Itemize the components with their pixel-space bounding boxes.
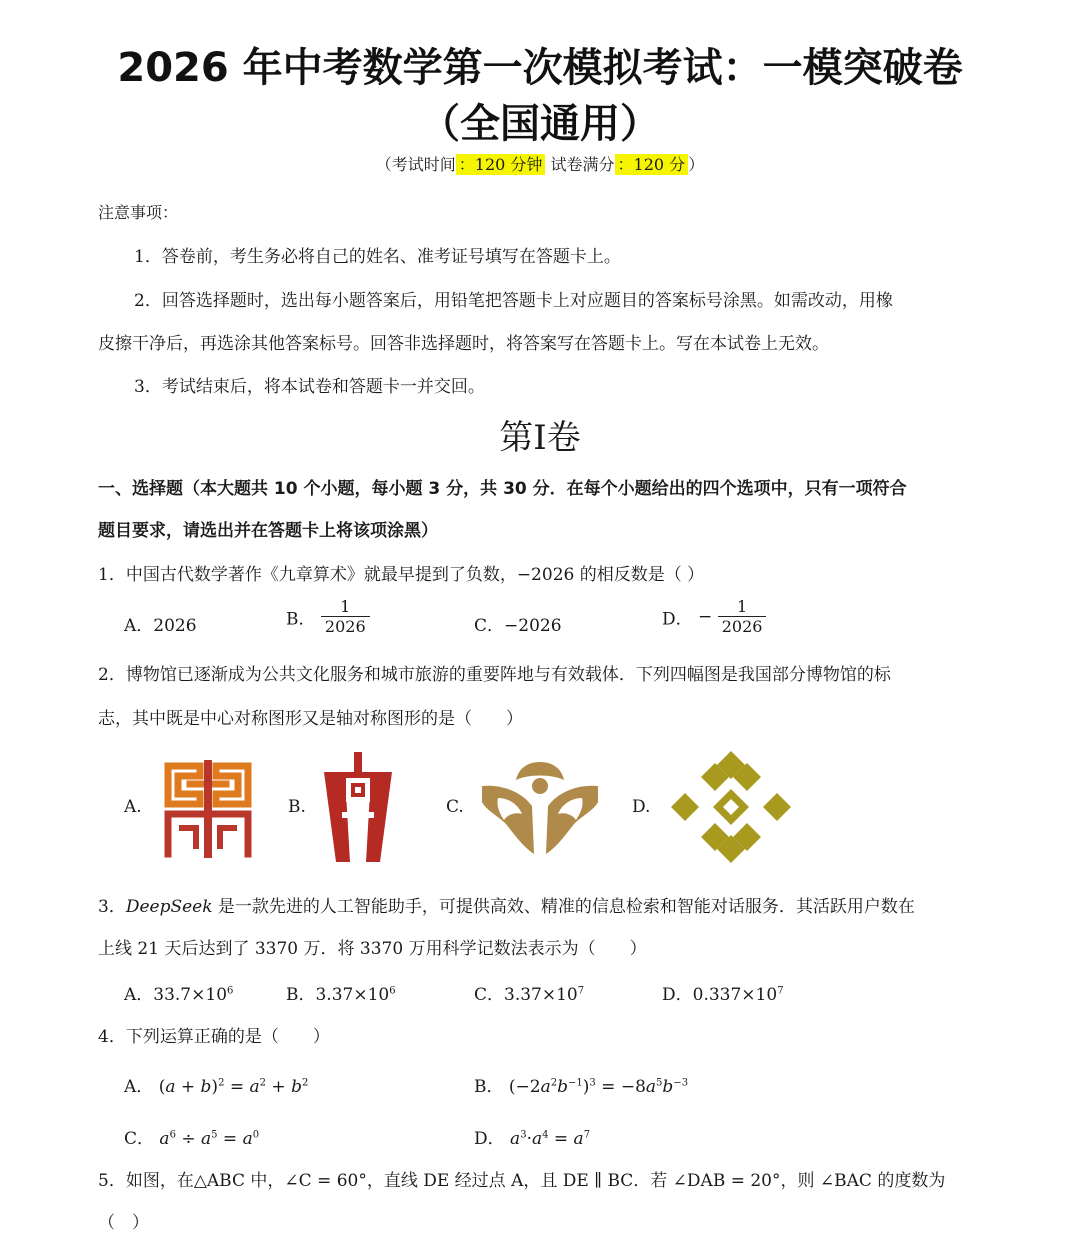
info-prefix: （考试时间 xyxy=(375,155,456,174)
q3-option-b xyxy=(286,980,396,1005)
q4-c-expression: $a^6 \div a^5 = a^0$ xyxy=(159,1129,260,1149)
q4-stem: 4．下列运算正确的是（ ） xyxy=(98,1027,330,1047)
q4-option-b xyxy=(474,1072,688,1097)
q3-option-d xyxy=(662,980,784,1005)
q3-b-text: B．3.37×10 xyxy=(286,985,390,1005)
q3-c-exp: 7 xyxy=(577,985,585,997)
q1-option-a: A．2026 xyxy=(124,616,197,636)
exam-title-line1: 2026 年中考数学第一次模拟考试：一模突破卷 xyxy=(117,45,963,91)
q3-stem-line1 xyxy=(98,892,915,917)
q2-stem-line1: 2．博物馆已逐渐成为公共文化服务和城市旅游的重要阵地与有效载体．下列四幅图是我国部分博物馆的标 xyxy=(98,665,891,685)
q1-d-numerator: 1 xyxy=(736,597,748,616)
section-heading-line2: 题目要求，请选出并在答题卡上将该项涂黑） xyxy=(98,521,438,541)
q4-d-label: D． xyxy=(474,1129,505,1149)
q1-b-numerator: 1 xyxy=(340,597,351,616)
q1-option-b xyxy=(286,598,370,636)
note-item-2-line2: 皮擦干净后，再选涂其他答案标号。回答非选择题时，将答案写在答题卡上。写在本试卷上无效。 xyxy=(98,334,829,354)
note-item-2-line1: 2．回答选择题时，选出每小题答案后，用铅笔把答题卡上对应题目的答案标号涂黑。如需改动，用橡 xyxy=(134,291,893,311)
q3-b-exp: 6 xyxy=(389,985,396,997)
q2-option-d-label: D. xyxy=(632,797,651,817)
museum-logo-d xyxy=(670,750,792,864)
section-heading-line1: 一、选择题（本大题共 10 个小题，每小题 3 分，共 30 分．在每个小题给出的四个选项中，只有一项符合 xyxy=(98,479,907,499)
q1-option-b-label: B． xyxy=(286,609,316,630)
q5-stem-line2: （ ） xyxy=(98,1213,149,1233)
q1-option-d xyxy=(662,598,766,636)
q3-line1-rest: 是一款先进的人工智能助手，可提供高效、精准的信息检索和智能对话服务．其活跃用户数在 xyxy=(212,897,915,917)
q1-option-b-fraction xyxy=(321,598,370,636)
q2-option-c-label: C. xyxy=(446,797,464,817)
q4-c-label: C． xyxy=(124,1129,155,1149)
q4-a-label: A． xyxy=(124,1077,154,1097)
note-item-3: 3．考试结束后，将本试卷和答题卡一并交回。 xyxy=(134,377,485,397)
museum-logo-a xyxy=(160,760,256,858)
q1-d-denominator: 2026 xyxy=(718,616,767,636)
q1-stem: 1．中国古代数学著作《九章算术》就最早提到了负数，−2026 的相反数是（ ） xyxy=(98,565,705,585)
q5-stem-line1: 5．如图，在△ABC 中，∠C = 60°，直线 DE 经过点 A，且 DE ∥ BC．若 ∠DAB = 20°，则 ∠BAC 的度数为 xyxy=(98,1171,946,1191)
q3-d-exp: 7 xyxy=(777,985,784,997)
q3-option-a xyxy=(124,980,233,1005)
q3-number: 3． xyxy=(98,897,126,917)
volume-title: 第I卷 xyxy=(499,418,581,458)
q4-option-d xyxy=(474,1124,590,1149)
q4-option-a xyxy=(124,1072,308,1097)
exam-info xyxy=(0,152,1080,175)
q3-a-text: A．33.7×10 xyxy=(124,985,228,1005)
q1-option-c: C．−2026 xyxy=(474,616,562,636)
q1-b-denominator: 2026 xyxy=(321,616,370,636)
q4-option-c xyxy=(124,1124,259,1149)
museum-logo-c xyxy=(478,762,602,856)
q2-option-a-label: A. xyxy=(124,797,142,817)
q3-d-text: D．0.337×10 xyxy=(662,985,778,1005)
exam-score: ：120 分 xyxy=(615,154,689,175)
q1-option-d-label: D． xyxy=(662,609,693,630)
q4-a-expression: $(a + b)^2 = a^2 + b^2$ xyxy=(158,1077,309,1097)
note-item-1: 1．答卷前，考生务必将自己的姓名、准考证号填写在答题卡上。 xyxy=(134,247,621,267)
q2-option-b-label: B. xyxy=(288,797,306,817)
q3-c-text: C．3.37×10 xyxy=(474,985,578,1005)
q4-b-label: B． xyxy=(474,1077,504,1097)
info-suffix: ） xyxy=(688,155,705,174)
q1-option-d-sign: − xyxy=(698,607,713,627)
exam-title-line2: （全国通用） xyxy=(420,101,660,147)
score-label: 试卷满分 xyxy=(550,155,615,174)
notes-heading: 注意事项： xyxy=(98,203,179,222)
q1-option-d-fraction xyxy=(718,598,767,636)
q3-brand: DeepSeek xyxy=(125,897,213,917)
q4-d-expression: $a^3\cdot a^4 = a^7$ xyxy=(510,1129,591,1149)
q2-stem-line2: 志，其中既是中心对称图形又是轴对称图形的是（ ） xyxy=(98,709,523,729)
q3-a-exp: 6 xyxy=(227,985,234,997)
q4-b-expression: $(-2a^2b^{-1})^3 = -8a^5b^{-3}$ xyxy=(508,1077,689,1097)
q3-option-c xyxy=(474,980,584,1005)
museum-logo-b xyxy=(320,752,396,864)
exam-time: ：120 分钟 xyxy=(456,154,546,175)
q3-stem-line2: 上线 21 天后达到了 3370 万．将 3370 万用科学记数法表示为（ ） xyxy=(98,939,647,959)
